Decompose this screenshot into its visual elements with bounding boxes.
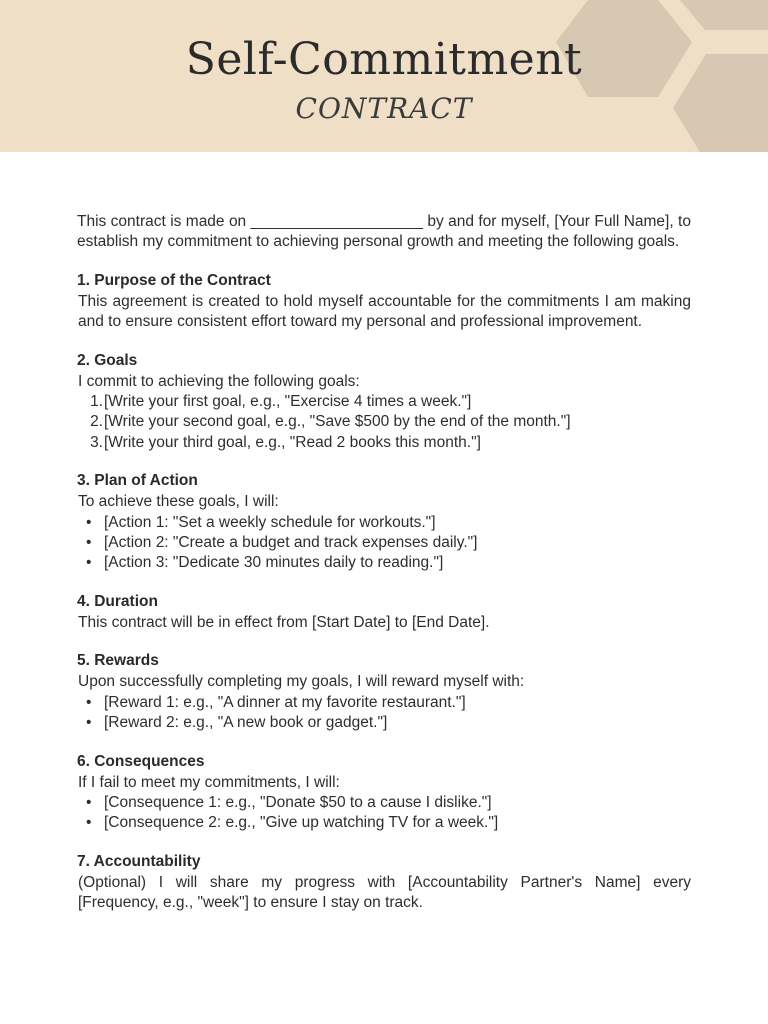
- list-item: [77, 793, 691, 813]
- section-consequences: [77, 751, 691, 834]
- list-item: [77, 392, 691, 412]
- section-text: If I fail to meet my commitments, I will:: [78, 773, 340, 791]
- section-heading: 3. Plan of Action: [77, 472, 198, 490]
- list-number: 3.: [90, 433, 103, 451]
- list-item: [77, 813, 691, 833]
- list-item-text: [Reward 2: e.g., "A new book or gadget."]: [104, 714, 388, 732]
- list-item-text: [Write your first goal, e.g., "Exercise 4 times a week."]: [104, 393, 472, 411]
- consequences-list: [77, 793, 691, 834]
- section-text: This agreement is created to hold myself accountable for the commitments I am making and to ensure consistent effort toward my personal and professional improvement.: [78, 292, 691, 331]
- list-number: 2.: [90, 413, 103, 431]
- bullet-icon: •: [86, 513, 92, 531]
- rewards-list: [77, 693, 691, 734]
- section-duration: [77, 591, 691, 633]
- section-goals: [77, 350, 691, 454]
- section-plan: [77, 470, 691, 574]
- page-subtitle: CONTRACT: [295, 92, 473, 125]
- list-item-text: [Write your second goal, e.g., "Save $500 by the end of the month."]: [104, 413, 571, 431]
- bullet-icon: •: [86, 693, 92, 711]
- list-item-text: [Consequence 2: e.g., "Give up watching TV for a week."]: [104, 814, 499, 832]
- list-item: [77, 533, 691, 553]
- section-heading: 2. Goals: [77, 351, 138, 369]
- bullet-icon: •: [86, 793, 92, 811]
- list-item: [77, 693, 691, 713]
- hexagon-shape: [680, 0, 768, 30]
- bullet-icon: •: [86, 814, 92, 832]
- plan-list: [77, 513, 691, 574]
- goals-list: [77, 392, 691, 453]
- list-item: [77, 713, 691, 733]
- section-heading: 4. Duration: [77, 592, 158, 610]
- list-item: [77, 433, 691, 453]
- section-heading: 7. Accountability: [77, 852, 201, 870]
- header-band: [0, 0, 768, 152]
- bullet-icon: •: [86, 714, 92, 732]
- bullet-icon: •: [86, 554, 92, 572]
- section-heading: 6. Consequences: [77, 752, 205, 770]
- list-item-text: [Action 2: "Create a budget and track expenses daily."]: [104, 534, 478, 552]
- section-rewards: [77, 650, 691, 733]
- bullet-icon: •: [86, 534, 92, 552]
- section-text: (Optional) I will share my progress with [Accountability Partner's Name] every [Frequency, e.g., "week"] to ensure I stay on track.: [78, 873, 691, 912]
- section-text: Upon successfully completing my goals, I will reward myself with:: [78, 673, 525, 691]
- section-heading: 5. Rewards: [77, 652, 159, 670]
- list-item: [77, 513, 691, 533]
- section-text: I commit to achieving the following goals:: [78, 372, 360, 390]
- list-item-text: [Action 1: "Set a weekly schedule for workouts."]: [104, 513, 436, 531]
- section-heading: 1. Purpose of the Contract: [77, 271, 271, 289]
- list-item-text: [Action 3: "Dedicate 30 minutes daily to reading."]: [104, 554, 444, 572]
- section-text: This contract will be in effect from [Start Date] to [End Date].: [78, 613, 490, 631]
- list-item-text: [Write your third goal, e.g., "Read 2 books this month."]: [104, 433, 481, 451]
- list-item: [77, 412, 691, 432]
- list-number: 1.: [90, 393, 103, 411]
- list-item: [77, 553, 691, 573]
- list-item-text: [Reward 1: e.g., "A dinner at my favorite restaurant."]: [104, 693, 466, 711]
- intro-paragraph: This contract is made on ____________________ by and for myself, [Your Full Name], to establish my commitment to achieving personal growth and meeting the following goals.: [77, 213, 691, 251]
- section-purpose: [77, 270, 691, 333]
- section-accountability: [77, 851, 691, 914]
- list-item-text: [Consequence 1: e.g., "Donate $50 to a cause I dislike."]: [104, 793, 492, 811]
- contract-body: [77, 212, 691, 914]
- section-text: To achieve these goals, I will:: [78, 493, 279, 511]
- page-title: Self-Commitment: [185, 34, 583, 85]
